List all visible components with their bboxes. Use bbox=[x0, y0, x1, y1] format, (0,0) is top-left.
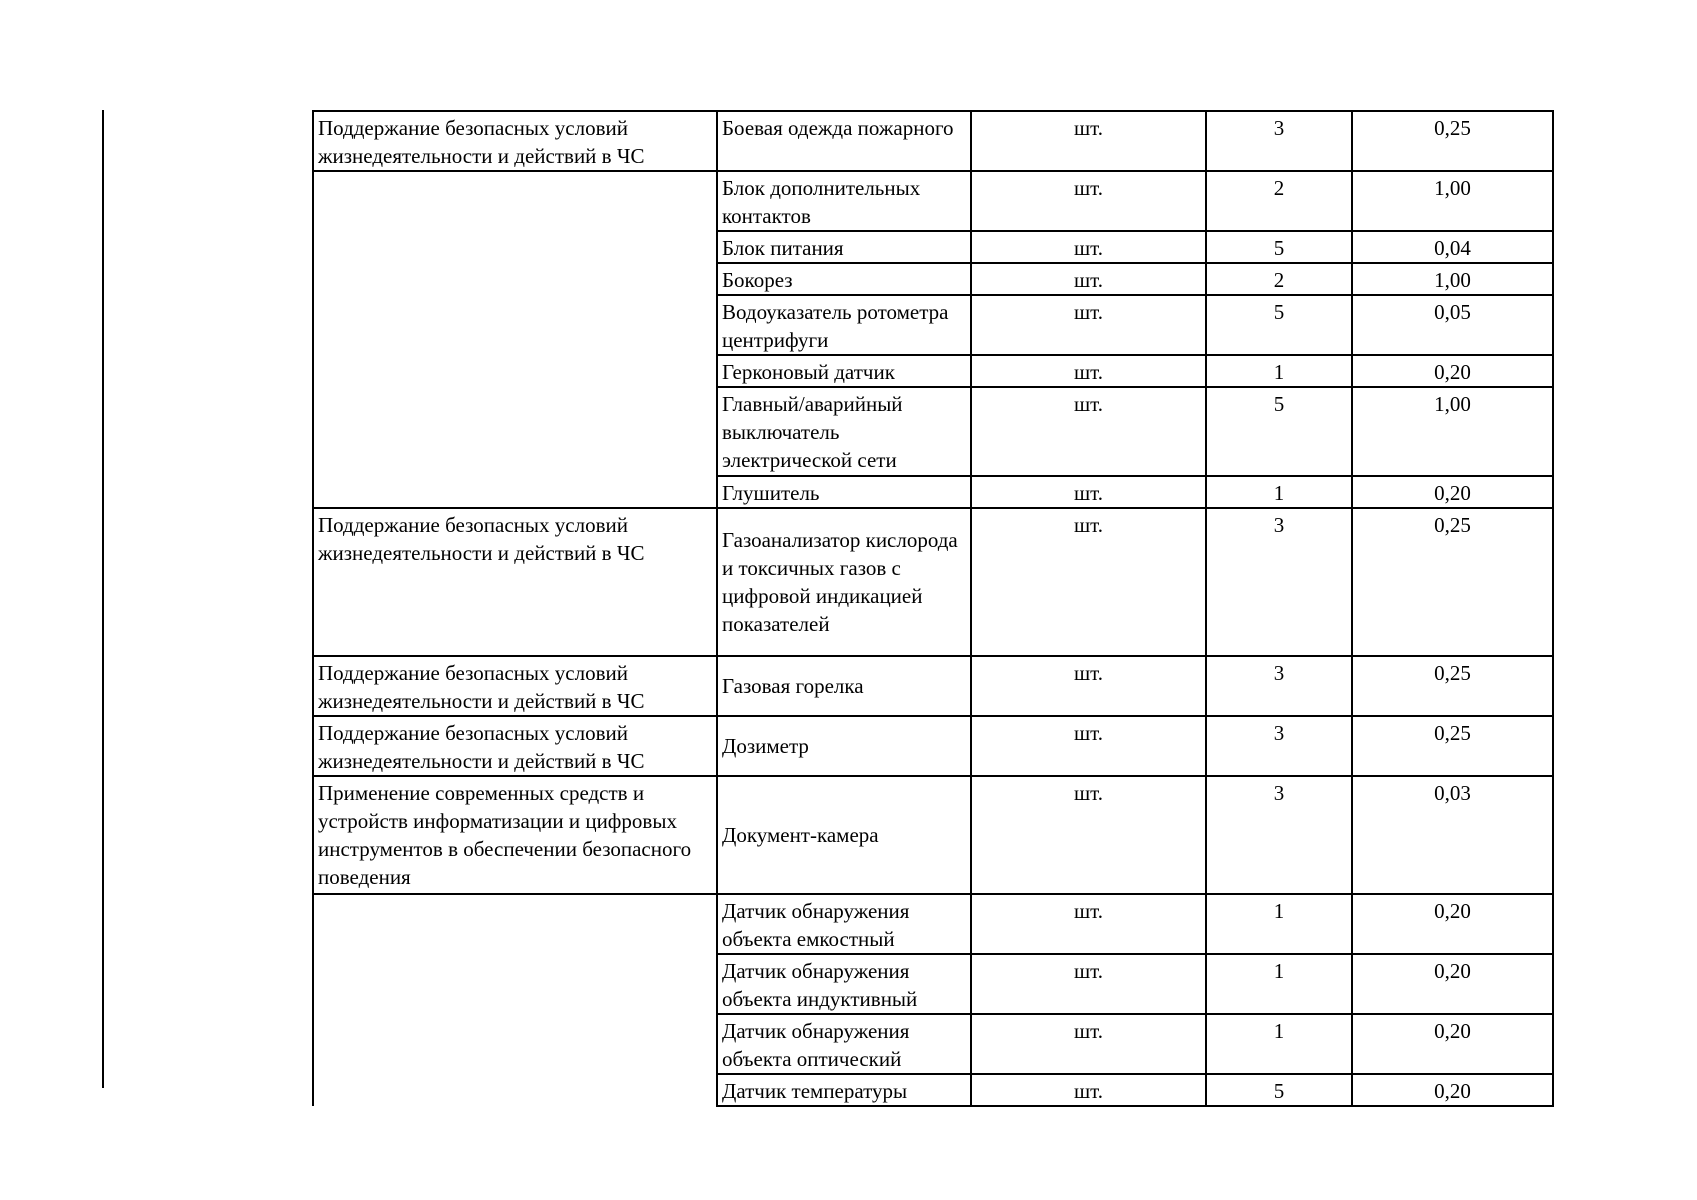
area-cell: Поддержание безопасных условий жизнедеятельности и действий в ЧС bbox=[313, 656, 717, 716]
quantity-cell: 2 bbox=[1206, 171, 1352, 231]
quantity-cell: 5 bbox=[1206, 295, 1352, 355]
coefficient-cell: 0,25 bbox=[1352, 508, 1553, 656]
coefficient-cell: 0,20 bbox=[1352, 894, 1553, 954]
table-row bbox=[313, 894, 1553, 954]
table-row bbox=[313, 111, 1553, 171]
equipment-table bbox=[312, 110, 1554, 1107]
item-name-cell: Герконовый датчик bbox=[717, 355, 971, 387]
coefficient-cell: 1,00 bbox=[1352, 263, 1553, 295]
item-name-cell: Боевая одежда пожарного bbox=[717, 111, 971, 171]
quantity-cell: 5 bbox=[1206, 231, 1352, 263]
coefficient-cell: 0,20 bbox=[1352, 355, 1553, 387]
area-cell: Поддержание безопасных условий жизнедеятельности и действий в ЧС bbox=[313, 111, 717, 171]
unit-cell: шт. bbox=[971, 776, 1206, 894]
coefficient-cell: 0,20 bbox=[1352, 954, 1553, 1014]
quantity-cell: 3 bbox=[1206, 111, 1352, 171]
unit-cell: шт. bbox=[971, 295, 1206, 355]
coefficient-cell: 0,25 bbox=[1352, 111, 1553, 171]
unit-cell: шт. bbox=[971, 171, 1206, 231]
unit-cell: шт. bbox=[971, 894, 1206, 954]
item-name-cell: Глушитель bbox=[717, 476, 971, 508]
unit-cell: шт. bbox=[971, 476, 1206, 508]
quantity-cell: 2 bbox=[1206, 263, 1352, 295]
coefficient-cell: 0,25 bbox=[1352, 656, 1553, 716]
coefficient-cell: 1,00 bbox=[1352, 171, 1553, 231]
unit-cell: шт. bbox=[971, 656, 1206, 716]
coefficient-cell: 0,04 bbox=[1352, 231, 1553, 263]
item-name-cell: Блок дополнительных контактов bbox=[717, 171, 971, 231]
quantity-cell: 5 bbox=[1206, 1074, 1352, 1106]
item-name-cell: Блок питания bbox=[717, 231, 971, 263]
item-name-cell: Датчик обнаружения объекта емкостный bbox=[717, 894, 971, 954]
table-row bbox=[313, 776, 1553, 894]
unit-cell: шт. bbox=[971, 508, 1206, 656]
quantity-cell: 1 bbox=[1206, 894, 1352, 954]
item-name-cell: Бокорез bbox=[717, 263, 971, 295]
unit-cell: шт. bbox=[971, 1074, 1206, 1106]
item-name-cell: Датчик температуры bbox=[717, 1074, 971, 1106]
unit-cell: шт. bbox=[971, 355, 1206, 387]
area-cell-merged bbox=[313, 171, 717, 508]
unit-cell: шт. bbox=[971, 716, 1206, 776]
area-cell-merged bbox=[313, 894, 717, 1106]
quantity-cell: 1 bbox=[1206, 476, 1352, 508]
item-name-cell: Главный/аварийный выключатель электрической сети bbox=[717, 387, 971, 476]
table-row bbox=[313, 656, 1553, 716]
quantity-cell: 5 bbox=[1206, 387, 1352, 476]
quantity-cell: 3 bbox=[1206, 776, 1352, 894]
item-name-cell: Документ-камера bbox=[717, 776, 971, 894]
quantity-cell: 3 bbox=[1206, 656, 1352, 716]
page-left-border-line bbox=[102, 110, 104, 1088]
table-row bbox=[313, 508, 1553, 656]
table-row bbox=[313, 716, 1553, 776]
area-cell: Поддержание безопасных условий жизнедеятельности и действий в ЧС bbox=[313, 508, 717, 656]
quantity-cell: 3 bbox=[1206, 716, 1352, 776]
coefficient-cell: 0,25 bbox=[1352, 716, 1553, 776]
area-cell: Применение современных средств и устройств информатизации и цифровых инструментов в обеспечении безопасного поведения bbox=[313, 776, 717, 894]
unit-cell: шт. bbox=[971, 111, 1206, 171]
item-name-cell: Датчик обнаружения объекта индуктивный bbox=[717, 954, 971, 1014]
item-name-cell: Водоуказатель ротометра центрифуги bbox=[717, 295, 971, 355]
item-name-cell: Датчик обнаружения объекта оптический bbox=[717, 1014, 971, 1074]
unit-cell: шт. bbox=[971, 1014, 1206, 1074]
table-row bbox=[313, 171, 1553, 231]
coefficient-cell: 0,05 bbox=[1352, 295, 1553, 355]
area-cell: Поддержание безопасных условий жизнедеятельности и действий в ЧС bbox=[313, 716, 717, 776]
item-name-cell: Газовая горелка bbox=[717, 656, 971, 716]
quantity-cell: 3 bbox=[1206, 508, 1352, 656]
coefficient-cell: 0,20 bbox=[1352, 476, 1553, 508]
quantity-cell: 1 bbox=[1206, 355, 1352, 387]
item-name-cell: Дозиметр bbox=[717, 716, 971, 776]
quantity-cell: 1 bbox=[1206, 1014, 1352, 1074]
unit-cell: шт. bbox=[971, 263, 1206, 295]
coefficient-cell: 1,00 bbox=[1352, 387, 1553, 476]
item-name-cell: Газоанализатор кислорода и токсичных газов с цифровой индикацией показателей bbox=[717, 508, 971, 656]
unit-cell: шт. bbox=[971, 387, 1206, 476]
coefficient-cell: 0,20 bbox=[1352, 1014, 1553, 1074]
quantity-cell: 1 bbox=[1206, 954, 1352, 1014]
coefficient-cell: 0,03 bbox=[1352, 776, 1553, 894]
unit-cell: шт. bbox=[971, 231, 1206, 263]
unit-cell: шт. bbox=[971, 954, 1206, 1014]
coefficient-cell: 0,20 bbox=[1352, 1074, 1553, 1106]
